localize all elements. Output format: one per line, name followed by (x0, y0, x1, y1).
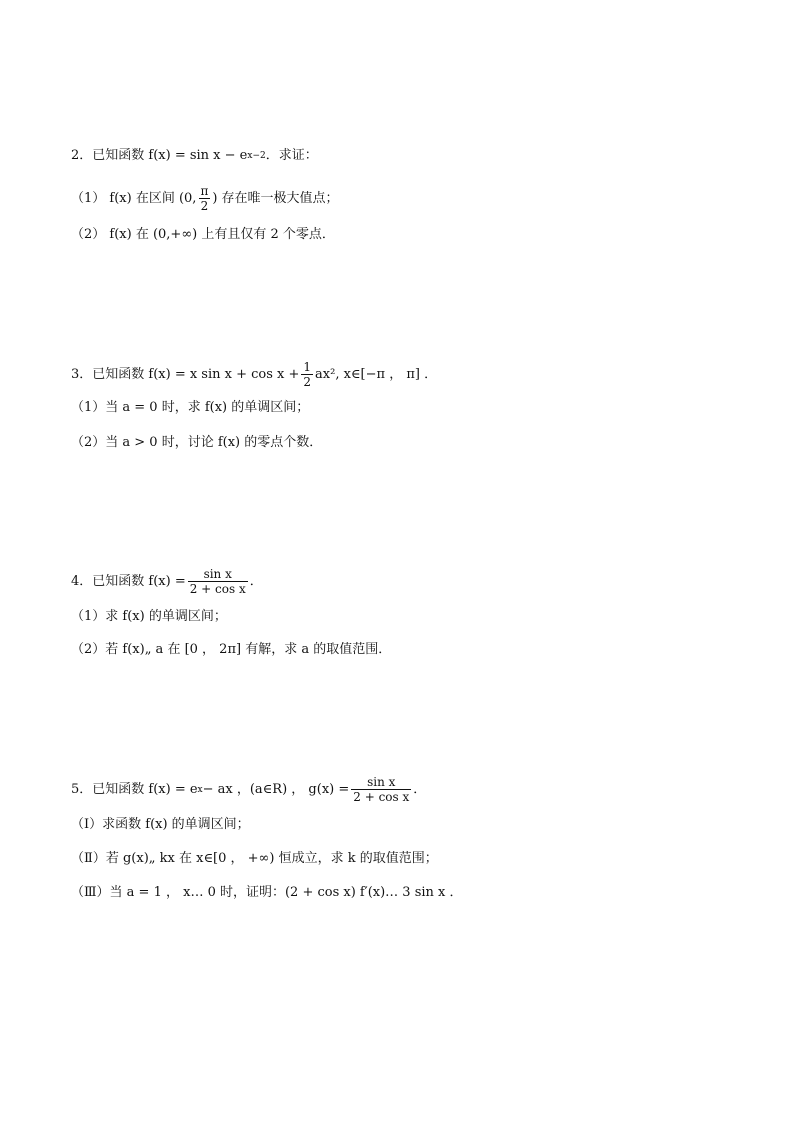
q3-part2 (71, 433, 322, 453)
q3-part1-text: （1）当 a = 0 时，求 f(x) 的单调区间； (71, 400, 310, 415)
q3-part2-text: （2）当 a > 0 时，讨论 f(x) 的零点个数． (71, 435, 323, 450)
q2-part1 (71, 184, 339, 213)
q5-part3-text: （Ⅲ）当 a = 1 ， x… 0 时，证明：(2 + cos x) f′(x)… 3 sin x ． (71, 885, 463, 900)
q2-stem-exponent: x−2 (247, 151, 266, 161)
fraction-denominator: 2 (200, 199, 209, 213)
fraction-denominator: 2 (303, 375, 312, 389)
q4-part1 (71, 607, 227, 627)
fraction-numerator: π (200, 184, 209, 198)
q4-stem-text: 4．已知函数 f(x) = (71, 573, 186, 589)
q5-part3 (71, 883, 463, 903)
q5-part1 (71, 815, 250, 835)
q3-part1 (71, 398, 309, 418)
fraction-denominator: 2 + cos x (189, 582, 246, 596)
q5-stem-middle: − ax ，(a∈R) ， g(x) = (202, 781, 350, 797)
fraction-numerator: sin x (367, 775, 396, 789)
q5-stem-tail: ． (413, 781, 427, 797)
q5-stem (71, 775, 426, 804)
q3-stem-tail: ax², x∈[−π ， π] ． (315, 366, 438, 382)
q2-part1-text: （1） f(x) 在区间 (0, (71, 190, 197, 206)
q5-stem-fraction (351, 775, 411, 804)
fraction-numerator: sin x (203, 567, 232, 581)
q2-part1-tail: ) 存在唯一极大值点； (212, 190, 339, 206)
q4-part2 (71, 640, 391, 660)
q5-part2-text: （Ⅱ）若 g(x)„ kx 在 x∈[0 ， +∞) 恒成立，求 k 的取值范围； (71, 851, 438, 866)
q5-stem-exponent: x (197, 784, 203, 795)
q5-stem-text: 5．已知函数 f(x) = e (71, 781, 198, 797)
q5-part1-text: （Ⅰ）求函数 f(x) 的单调区间； (71, 817, 250, 832)
fraction-numerator: 1 (303, 360, 312, 374)
q4-part2-text: （2）若 f(x)„ a 在 [0 ， 2π] 有解，求 a 的取值范围． (71, 642, 392, 657)
q2-stem (71, 146, 318, 166)
q5-part2 (71, 849, 438, 869)
q3-stem-fraction (301, 360, 313, 389)
q2-stem-tail: ．求证： (265, 148, 318, 163)
q3-stem (71, 360, 437, 389)
q4-stem-tail: ． (249, 573, 263, 589)
q2-part1-fraction (198, 184, 210, 213)
q4-stem (71, 567, 263, 596)
fraction-denominator: 2 + cos x (353, 790, 410, 804)
q4-part1-text: （1）求 f(x) 的单调区间； (71, 609, 227, 624)
q2-part2 (71, 225, 335, 245)
q3-stem-text: 3．已知函数 f(x) = x sin x + cos x + (71, 366, 300, 382)
q2-stem-text: 2．已知函数 f(x) = sin x − e (71, 148, 248, 163)
q2-part2-text: （2） f(x) 在 (0,+∞) 上有且仅有 2 个零点． (71, 227, 335, 242)
q4-stem-fraction (188, 567, 248, 596)
